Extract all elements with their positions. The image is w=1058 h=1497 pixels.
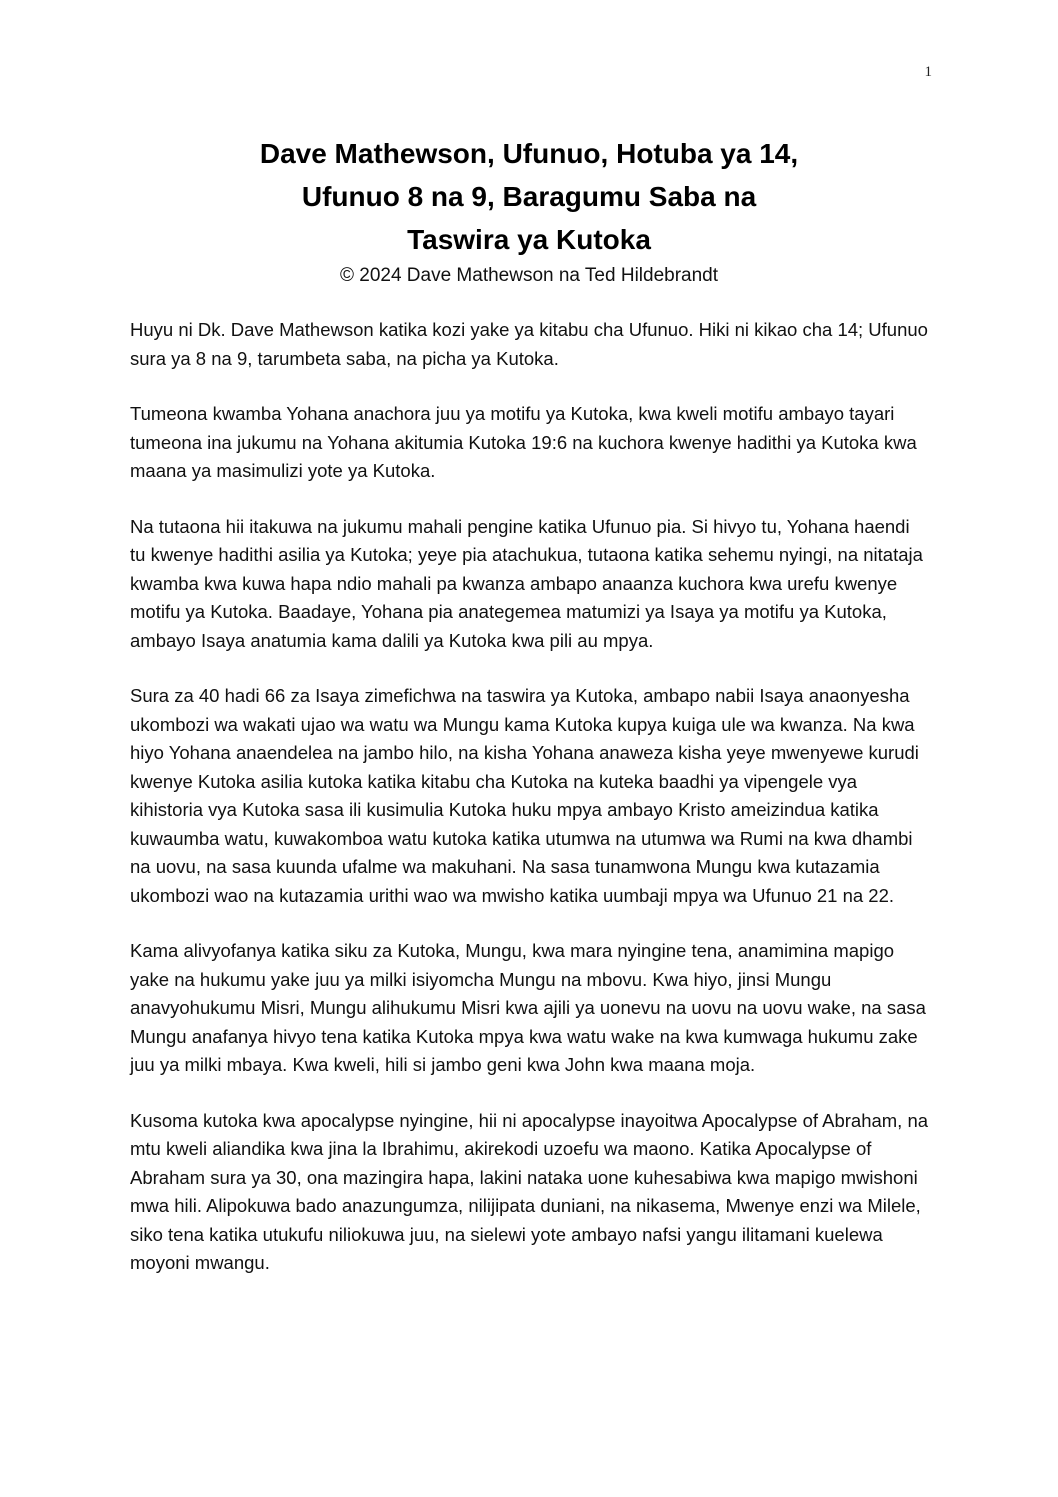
copyright-notice: © 2024 Dave Mathewson na Ted Hildebrandt bbox=[339, 265, 719, 286]
document-title bbox=[0, 132, 1058, 261]
paragraph: Na tutaona hii itakuwa na jukumu mahali pengine katika Ufunuo pia. Si hivyo tu, Yohana haendi tu kwenye hadithi asilia ya Kutoka; yeye pia atachukua, tutaona katika sehemu nyingi, na nitataja kwamba kwa kuwa hapa ndio mahali pa kwanza ambapo anaanza kuchora kwa urefu kwenye motifu ya Kutoka. Baadaye, Yohana pia anategemea matumizi ya Isaya ya motifu ya Kutoka, ambayo Isaya anatumia kama dalili ya Kutoka kwa pili au mpya. bbox=[130, 515, 923, 651]
title-line: Taswira ya Kutoka bbox=[407, 224, 651, 255]
page-number: 1 bbox=[924, 64, 932, 80]
paragraph: Kusoma kutoka kwa apocalypse nyingine, hii ni apocalypse inayoitwa Apocalypse of Abraham, na mtu kweli aliandika kwa jina la Ibrahimu, akirekodi uzoefu wa maono. Katika Apocalypse of Abraham sura ya 30, ona mazingira hapa, lakini nataka uone kuhesabiwa kwa mapigo mwishoni mwa hili. Alipokuwa bado anazungumza, nilijipata duniani, na nikasema, Mwenye enzi wa Milele, siko tena katika utukufu niliokuwa juu, na sielewi yote ambayo nafsi yangu ilitamani kuelewa moyoni mwangu. bbox=[130, 1109, 929, 1273]
paragraph: Huyu ni Dk. Dave Mathewson katika kozi yake ya kitabu cha Ufunuo. Hiki ni kikao cha 14; Ufunuo sura ya 8 na 9, tarumbeta saba, na picha ya Kutoka. bbox=[130, 319, 928, 369]
title-line: Ufunuo 8 na 9, Baragumu Saba na bbox=[301, 181, 757, 212]
paragraph: Sura za 40 hadi 66 za Isaya zimefichwa na taswira ya Kutoka, ambapo nabii Isaya anaonyesha ukombozi wa wakati ujao wa watu wa Mungu kama Kutoka kupya kuiga ule wa kwanza. Na kwa hiyo Yohana anaendelea na jambo hilo, na kisha Yohana anaweza kisha yeye mwenyewe kurudi kwenye Kutoka asilia kutoka katika kitabu cha Kutoka na kuteka baadhi ya vipengele vya kihistoria vya Kutoka sasa ili kusimulia Kutoka huku mpya ambayo Kristo ameizindua katika kuwaumba watu, kuwakomboa watu kutoka katika utumwa na utumwa wa Rumi na kwa dhambi na uovu, na sasa kuunda ufalme wa makuhani. Na sasa tunamwona Mungu kwa kutazamia ukombozi wao na kutazamia urithi wao wa mwisho katika uumbaji mpya wa Ufunuo 21 na 22. bbox=[130, 685, 919, 906]
title-line: Dave Mathewson, Ufunuo, Hotuba ya 14, bbox=[259, 138, 799, 169]
paragraph: Tumeona kwamba Yohana anachora juu ya motifu ya Kutoka, kwa kweli motifu ambayo tayari tumeona ina jukumu na Yohana akitumia Kutoka 19:6 na kuchora kwenye hadithi ya Kutoka kwa maana ya masimulizi yote ya Kutoka. bbox=[130, 403, 917, 481]
paragraph: Kama alivyofanya katika siku za Kutoka, Mungu, kwa mara nyingine tena, anamimina mapigo yake na hukumu yake juu ya milki isiyomcha Mungu na mbovu. Kwa hiyo, jinsi Mungu anavyohukumu Misri, Mungu alihukumu Misri kwa ajili ya uonevu na uovu na uovu wake, na sasa Mungu anafanya hivyo tena katika Kutoka mpya kwa watu wake na kwa kumwaga hukumu zake juu ya milki mbaya. Kwa kweli, hili si jambo geni kwa John kwa maana moja. bbox=[130, 940, 926, 1075]
document-body bbox=[130, 316, 930, 1305]
